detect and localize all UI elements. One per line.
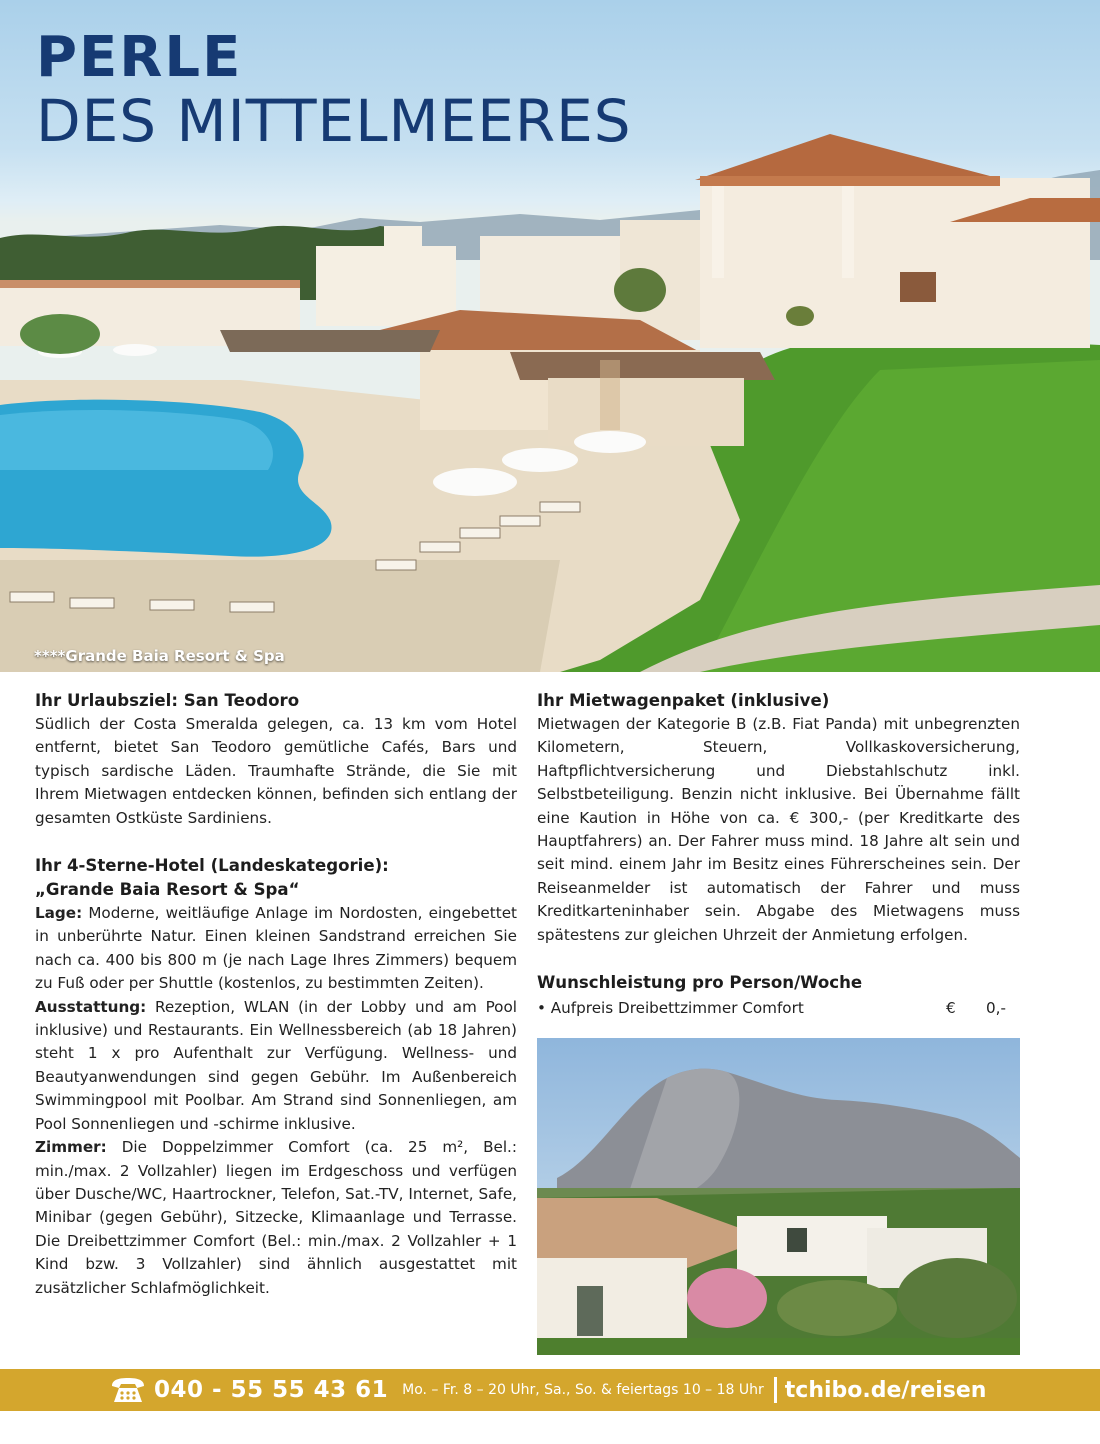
hotel-heading-line1: Ihr 4-Sterne-Hotel (Landeskategorie): — [35, 856, 389, 876]
destination-heading: Ihr Urlaubsziel: San Teodoro — [35, 691, 300, 710]
rooms-paragraph — [35, 1136, 517, 1300]
location-label: Lage: — [35, 904, 83, 923]
right-column — [537, 689, 1020, 1020]
amenities-label: Ausstattung: — [35, 997, 147, 1016]
location-paragraph — [35, 902, 517, 996]
footer-bar — [0, 1369, 1100, 1411]
extras-heading: Wunschleistung pro Person/Woche — [537, 973, 863, 993]
headline-line2: DES MITTELMEERES — [36, 87, 632, 155]
amenities-text: Rezeption, WLAN (in der Lobby und am Pool inklusive) und Restaurants. Ein Wellnessbereich (ab 18 Jahren) steht 1 x pro Aufenthalt zur Verfügung. Wellness- und Beautyanwendungen sind gegen Gebühr. Im Außenbereich Swimmingpool mit Poolbar. Am Strand sind Sonnenliegen, am Pool Sonnenliegen und -schirme inklusive. — [35, 997, 517, 1133]
surcharge-label: • Aufpreis Dreibettzimmer Comfort — [537, 999, 804, 1018]
hero-caption: ****Grande Baia Resort & Spa — [34, 647, 285, 665]
left-column — [35, 689, 517, 1300]
phone-icon — [110, 1376, 146, 1404]
footer-divider — [774, 1377, 777, 1403]
location-text: Moderne, weitläufige Anlage im Nordosten, eingebettet in unberührte Natur. Einen kleinen Sandstrand erreichen Sie nach ca. 400 bis 800 m (je nach Lage Ihres Zimmers) bequem zu Fuß oder per Shuttle (kostenlos, zu bestimmten Zeiten). — [35, 904, 517, 993]
surcharge-currency: € — [946, 999, 956, 1018]
hotel-heading-line2: „Grande Baia Resort & Spa“ — [35, 880, 300, 900]
rental-car-text: Mietwagen der Kategorie B (z.B. Fiat Panda) mit unbegrenzten Kilometern, Steuern, Vollkaskoversicherung, Haftpflichtversicherung und Diebstahlschutz inkl. Selbstbeteiligung. Benzin nicht inklusive. Bei Übernahme fällt eine Kaution in Höhe von ca. € 300,- (per Kreditkarte des Hauptfahrers) an. Der Fahrer muss mind. 18 Jahre alt sein und seit mind. einem Jahr im Besitz eines Führerscheines sein. Der Reiseanmelder ist automatisch der Fahrer und muss Kreditkarteninhaber sein. Abgabe des Mietwagens muss spätestens zur gleichen Uhrzeit der Anmietung erfolgen. — [537, 715, 1020, 944]
rental-car-heading: Ihr Mietwagenpaket (inklusive) — [537, 691, 830, 710]
amenities-paragraph — [35, 996, 517, 1136]
surcharge-value: 0,- — [986, 999, 1006, 1018]
destination-text: Südlich der Costa Smeralda gelegen, ca. 13 km vom Hotel entfernt, bietet San Teodoro gemütliche Cafés, Bars und typisch sardische Läden. Traumhafte Strände, die Sie mit Ihrem Mietwagen entdecken können, befinden sich entlang der gesamten Ostküste Sardiniens. — [35, 715, 517, 827]
headline-line1: PERLE — [36, 25, 243, 90]
rooms-text: Die Doppelzimmer Comfort (ca. 25 m², Bel.: min./max. 2 Vollzahler) liegen im Erdgeschoss und verfügen über Dusche/WC, Haartrockner, Telefon, Sat.-TV, Internet, Safe, Minibar (gegen Gebühr), Sitzecke, Klimaanlage und Terrasse. Die Dreibettzimmer Comfort (Bel.: min./max. 2 Vollzahler + 1 Kind bzw. 3 Vollzahler) sind ähnlich ausgestattet mit zusätzlicher Schlafmöglichkeit. — [35, 1138, 517, 1297]
headline — [36, 25, 632, 155]
mountain-illustration — [537, 1038, 1020, 1355]
hero-photo — [0, 0, 1100, 672]
mountain-photo — [537, 1038, 1020, 1355]
surcharge-row — [537, 997, 1020, 1020]
opening-hours: Mo. – Fr. 8 – 20 Uhr, Sa., So. & feiertags 10 – 18 Uhr — [402, 1382, 764, 1398]
surcharge-price — [946, 997, 1006, 1020]
phone-number[interactable]: 040 - 55 55 43 61 — [154, 1377, 389, 1403]
website-link[interactable]: tchibo.de/reisen — [784, 1377, 987, 1403]
rooms-label: Zimmer: — [35, 1138, 107, 1157]
